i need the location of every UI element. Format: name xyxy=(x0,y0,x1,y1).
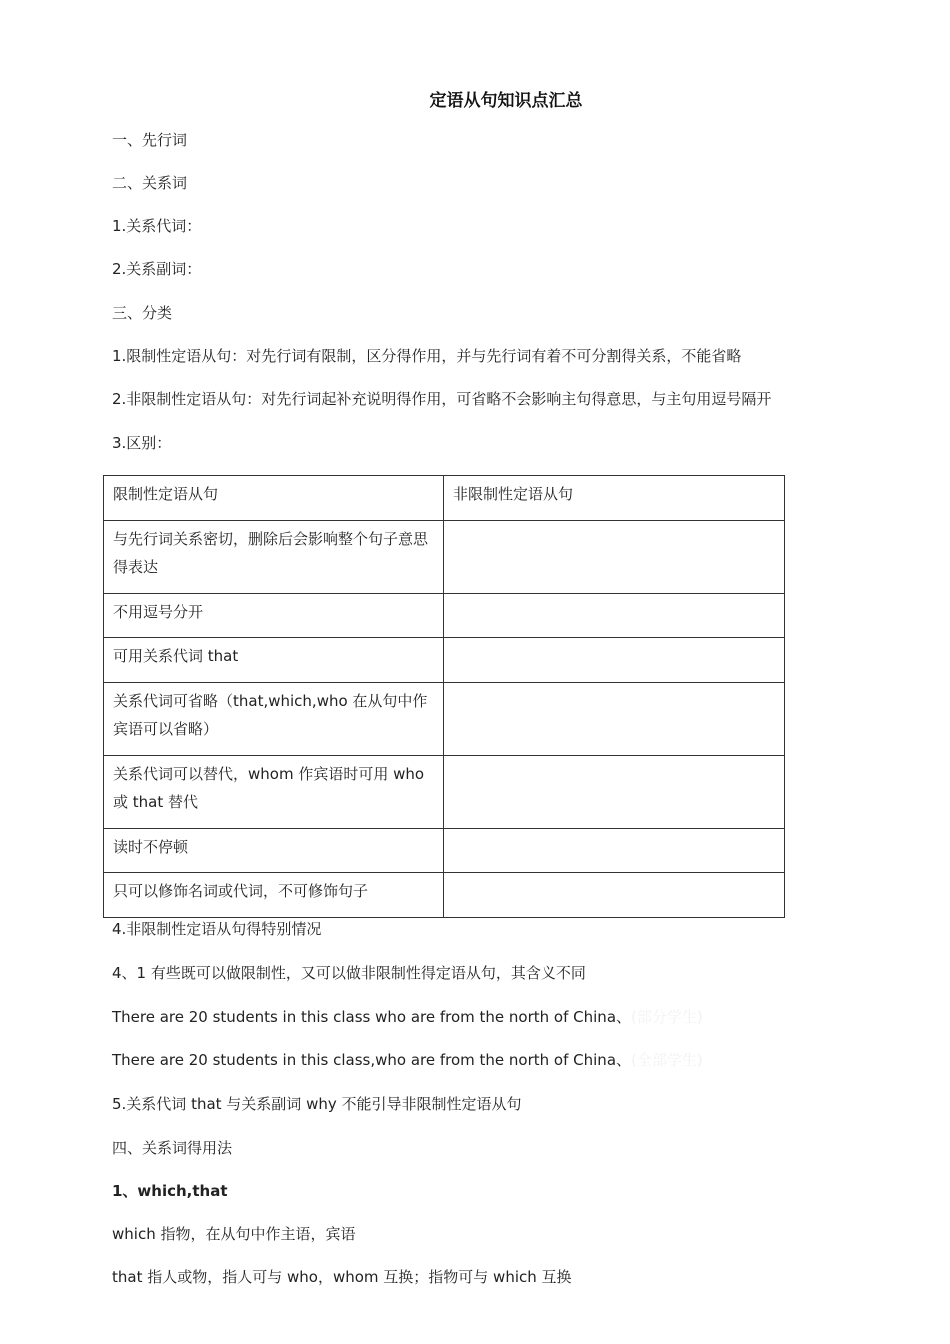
table-cell: 与先行词关系密切，删除后会影响整个句子意思得表达 xyxy=(104,521,444,594)
table-cell: 不用逗号分开 xyxy=(104,594,444,638)
table-cell xyxy=(444,594,785,638)
difference-heading: 3.区别： xyxy=(112,434,172,452)
section-antecedent: 一、先行词 xyxy=(112,131,188,149)
table-header-cell: 限制性定语从句 xyxy=(104,476,444,521)
nonrestrictive-clause-line: 2.非限制性定语从句：对先行词起补充说明得作用，可省略不会影响主句得意思，与主句用逗号隔开 xyxy=(112,390,772,408)
table-row xyxy=(104,594,785,638)
example-sentence-restrictive xyxy=(112,1006,703,1028)
table-cell xyxy=(444,873,785,918)
table-cell xyxy=(444,521,785,594)
table-header-row xyxy=(104,476,785,521)
table-row xyxy=(104,829,785,873)
example-note: (全部学生) xyxy=(631,1051,703,1069)
relative-adverb-line: 2.关系副词： xyxy=(112,260,202,278)
table-row xyxy=(104,521,785,594)
that-why-rule-line: 5.关系代词 that 与关系副词 why 不能引导非限制性定语从句 xyxy=(112,1095,522,1113)
page-title: 定语从句知识点汇总 xyxy=(429,91,583,111)
section-classification: 三、分类 xyxy=(112,304,173,322)
example-note: (部分学生) xyxy=(631,1008,703,1026)
which-that-heading: 1、which,that xyxy=(112,1182,228,1200)
table-cell xyxy=(444,756,785,829)
which-usage-line: which 指物，在从句中作主语，宾语 xyxy=(112,1225,356,1243)
that-usage-line: that 指人或物，指人可与 who，whom 互换；指物可与 which 互换 xyxy=(112,1268,572,1286)
table-cell: 可用关系代词 that xyxy=(104,638,444,683)
section-usage: 四、关系词得用法 xyxy=(112,1139,233,1157)
section-relative-words: 二、关系词 xyxy=(112,174,188,192)
table-cell: 只可以修饰名词或代词，不可修饰句子 xyxy=(104,873,444,918)
table-row xyxy=(104,638,785,683)
table-cell: 关系代词可省略（that,which,who 在从句中作宾语可以省略） xyxy=(104,683,444,756)
restrictive-clause-line: 1.限制性定语从句：对先行词有限制，区分得作用，并与先行词有着不可分割得关系，不能省略 xyxy=(112,347,742,365)
table-cell: 读时不停顿 xyxy=(104,829,444,873)
example-sentence-nonrestrictive xyxy=(112,1049,703,1071)
relative-pronoun-line: 1.关系代词： xyxy=(112,217,202,235)
table-header-cell: 非限制性定语从句 xyxy=(444,476,785,521)
table-row xyxy=(104,873,785,918)
table-cell xyxy=(444,638,785,683)
example-text: There are 20 students in this class who are from the north of China、 xyxy=(112,1008,632,1026)
table-cell xyxy=(444,829,785,873)
table-cell: 关系代词可以替代，whom 作宾语时可用 who 或 that 替代 xyxy=(104,756,444,829)
example-text: There are 20 students in this class,who are from the north of China、 xyxy=(112,1051,632,1069)
comparison-table xyxy=(103,475,785,918)
table-row xyxy=(104,756,785,829)
table-row xyxy=(104,683,785,756)
special-case-heading: 4.非限制性定语从句得特别情况 xyxy=(112,920,322,938)
special-case-subheading: 4、1 有些既可以做限制性，又可以做非限制性得定语从句，其含义不同 xyxy=(112,964,586,982)
table-cell xyxy=(444,683,785,756)
